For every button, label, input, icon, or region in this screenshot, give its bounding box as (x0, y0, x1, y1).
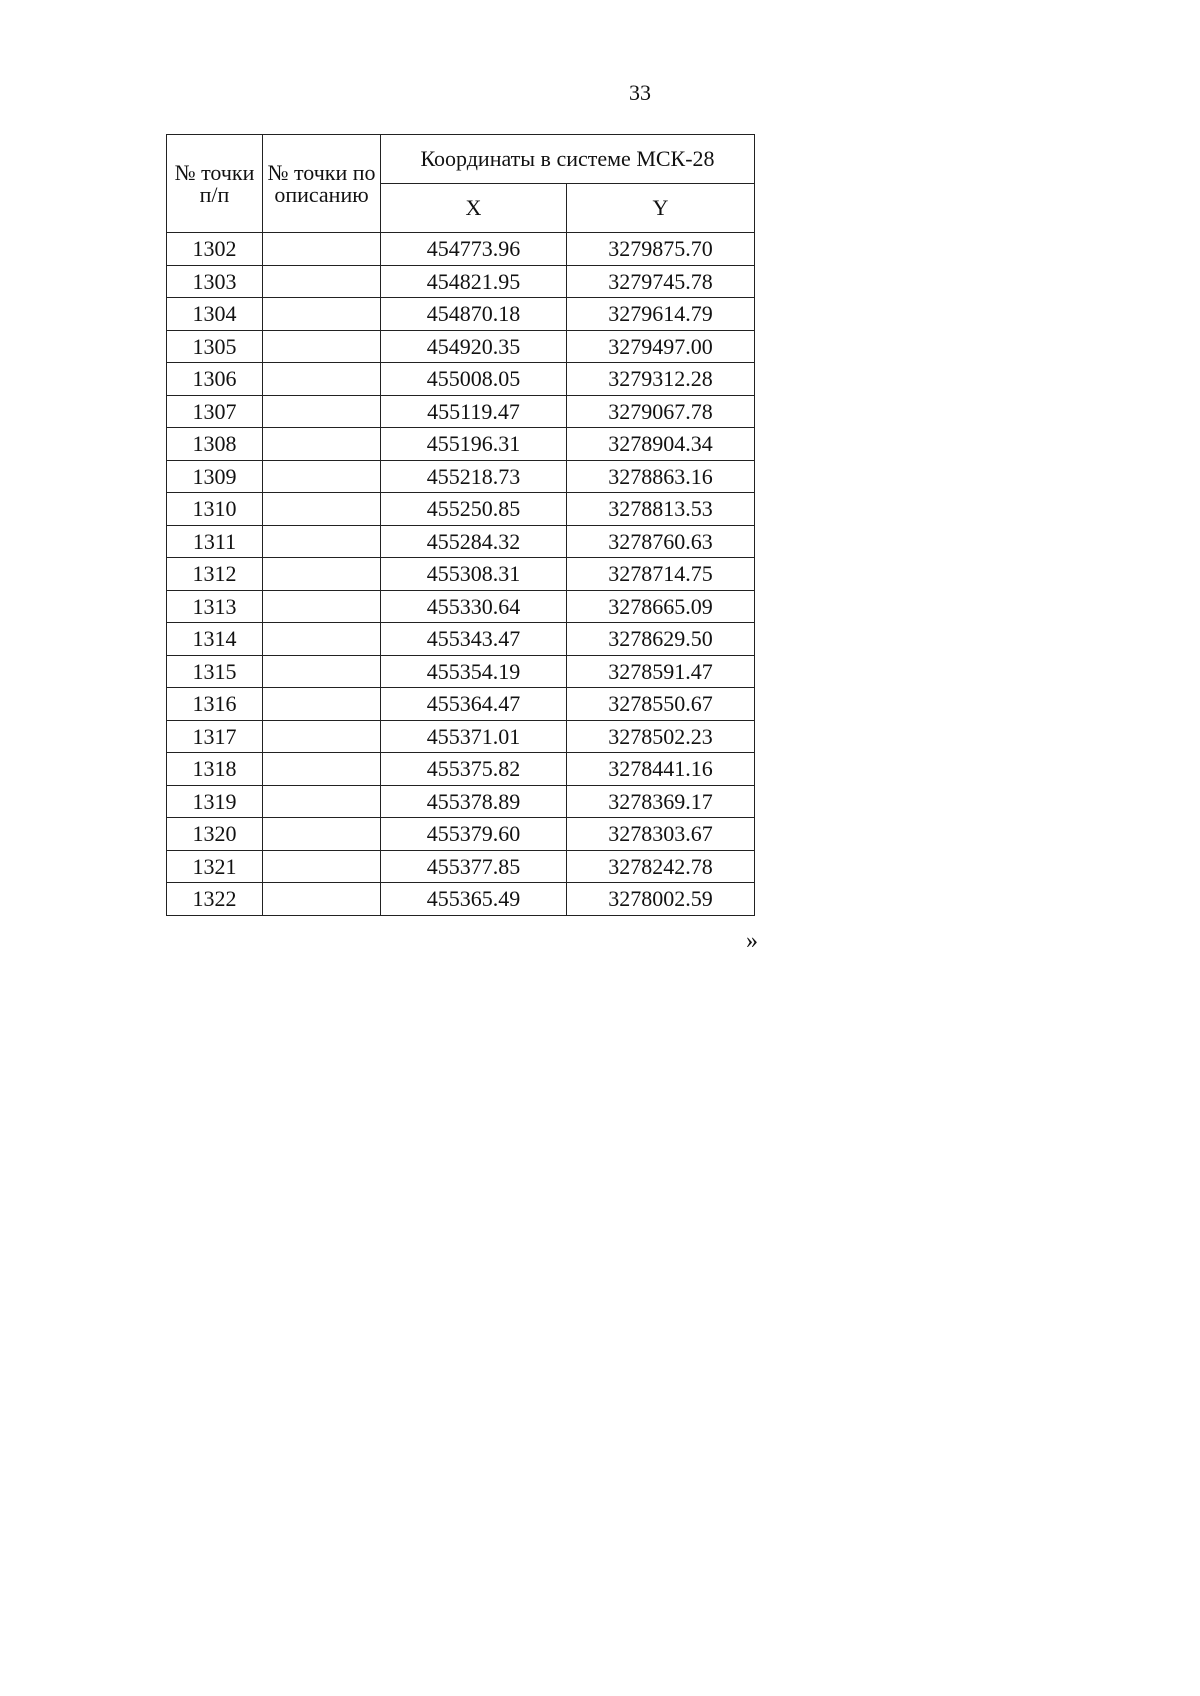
page-number: 33 (629, 80, 651, 105)
cell-point-number: 1320 (167, 818, 263, 851)
cell-x: 455284.32 (381, 525, 567, 558)
cell-description-point (263, 363, 381, 396)
table-row (167, 688, 755, 721)
cell-x: 455377.85 (381, 850, 567, 883)
cell-description-point (263, 785, 381, 818)
cell-description-point (263, 753, 381, 786)
cell-point-number: 1315 (167, 655, 263, 688)
cell-x: 455364.47 (381, 688, 567, 721)
cell-y: 3279497.00 (567, 330, 755, 363)
cell-point-number: 1305 (167, 330, 263, 363)
cell-y: 3278002.59 (567, 883, 755, 916)
cell-y: 3278550.67 (567, 688, 755, 721)
cell-y: 3278591.47 (567, 655, 755, 688)
cell-description-point (263, 428, 381, 461)
cell-description-point (263, 525, 381, 558)
cell-y: 3278813.53 (567, 493, 755, 526)
cell-x: 455343.47 (381, 623, 567, 656)
cell-point-number: 1319 (167, 785, 263, 818)
cell-point-number: 1321 (167, 850, 263, 883)
cell-point-number: 1306 (167, 363, 263, 396)
header-description-point: № точки по описанию (263, 135, 381, 233)
table-row (167, 623, 755, 656)
closing-quote-mark: » (746, 928, 758, 954)
table-row (167, 590, 755, 623)
table-row (167, 363, 755, 396)
coordinates-table (166, 134, 755, 916)
table-header-row (167, 135, 755, 184)
cell-point-number: 1311 (167, 525, 263, 558)
table-row (167, 395, 755, 428)
cell-description-point (263, 720, 381, 753)
header-point-number: № точки п/п (167, 135, 263, 233)
cell-description-point (263, 818, 381, 851)
cell-description-point (263, 493, 381, 526)
cell-y: 3278303.67 (567, 818, 755, 851)
cell-description-point (263, 558, 381, 591)
cell-y: 3278760.63 (567, 525, 755, 558)
table-row (167, 298, 755, 331)
cell-x: 455379.60 (381, 818, 567, 851)
header-x: X (381, 184, 567, 233)
cell-y: 3278369.17 (567, 785, 755, 818)
cell-point-number: 1312 (167, 558, 263, 591)
table-row (167, 883, 755, 916)
cell-point-number: 1304 (167, 298, 263, 331)
cell-y: 3278665.09 (567, 590, 755, 623)
header-coordinates-group: Координаты в системе МСК-28 (381, 135, 755, 184)
cell-x: 455365.49 (381, 883, 567, 916)
cell-point-number: 1302 (167, 233, 263, 266)
cell-x: 455308.31 (381, 558, 567, 591)
cell-point-number: 1313 (167, 590, 263, 623)
cell-x: 455378.89 (381, 785, 567, 818)
cell-description-point (263, 460, 381, 493)
cell-point-number: 1308 (167, 428, 263, 461)
cell-point-number: 1317 (167, 720, 263, 753)
table-row (167, 493, 755, 526)
cell-description-point (263, 688, 381, 721)
cell-y: 3278863.16 (567, 460, 755, 493)
table-row (167, 850, 755, 883)
table-row (167, 655, 755, 688)
cell-description-point (263, 298, 381, 331)
cell-point-number: 1307 (167, 395, 263, 428)
cell-y: 3279614.79 (567, 298, 755, 331)
cell-y: 3279067.78 (567, 395, 755, 428)
table-row (167, 753, 755, 786)
cell-y: 3279745.78 (567, 265, 755, 298)
cell-y: 3279875.70 (567, 233, 755, 266)
table-row (167, 720, 755, 753)
cell-x: 455330.64 (381, 590, 567, 623)
cell-point-number: 1309 (167, 460, 263, 493)
table-row (167, 785, 755, 818)
cell-x: 454773.96 (381, 233, 567, 266)
cell-point-number: 1316 (167, 688, 263, 721)
cell-x: 455119.47 (381, 395, 567, 428)
cell-y: 3278714.75 (567, 558, 755, 591)
cell-description-point (263, 395, 381, 428)
cell-y: 3278502.23 (567, 720, 755, 753)
cell-y: 3278629.50 (567, 623, 755, 656)
cell-description-point (263, 883, 381, 916)
cell-x: 455196.31 (381, 428, 567, 461)
cell-x: 454821.95 (381, 265, 567, 298)
table-body (167, 233, 755, 916)
cell-x: 455375.82 (381, 753, 567, 786)
table-row (167, 525, 755, 558)
cell-description-point (263, 330, 381, 363)
table-row (167, 428, 755, 461)
table-row (167, 330, 755, 363)
cell-x: 454870.18 (381, 298, 567, 331)
cell-y: 3278441.16 (567, 753, 755, 786)
cell-x: 455250.85 (381, 493, 567, 526)
header-y: Y (567, 184, 755, 233)
table-row (167, 265, 755, 298)
cell-y: 3279312.28 (567, 363, 755, 396)
cell-x: 455371.01 (381, 720, 567, 753)
table-row (167, 818, 755, 851)
cell-description-point (263, 850, 381, 883)
cell-x: 454920.35 (381, 330, 567, 363)
table-row (167, 460, 755, 493)
cell-description-point (263, 655, 381, 688)
cell-point-number: 1314 (167, 623, 263, 656)
cell-x: 455008.05 (381, 363, 567, 396)
cell-description-point (263, 623, 381, 656)
cell-x: 455354.19 (381, 655, 567, 688)
cell-y: 3278242.78 (567, 850, 755, 883)
cell-point-number: 1310 (167, 493, 263, 526)
cell-point-number: 1303 (167, 265, 263, 298)
cell-x: 455218.73 (381, 460, 567, 493)
cell-point-number: 1322 (167, 883, 263, 916)
table-row (167, 233, 755, 266)
cell-y: 3278904.34 (567, 428, 755, 461)
table-row (167, 558, 755, 591)
cell-description-point (263, 590, 381, 623)
cell-description-point (263, 265, 381, 298)
cell-description-point (263, 233, 381, 266)
cell-point-number: 1318 (167, 753, 263, 786)
